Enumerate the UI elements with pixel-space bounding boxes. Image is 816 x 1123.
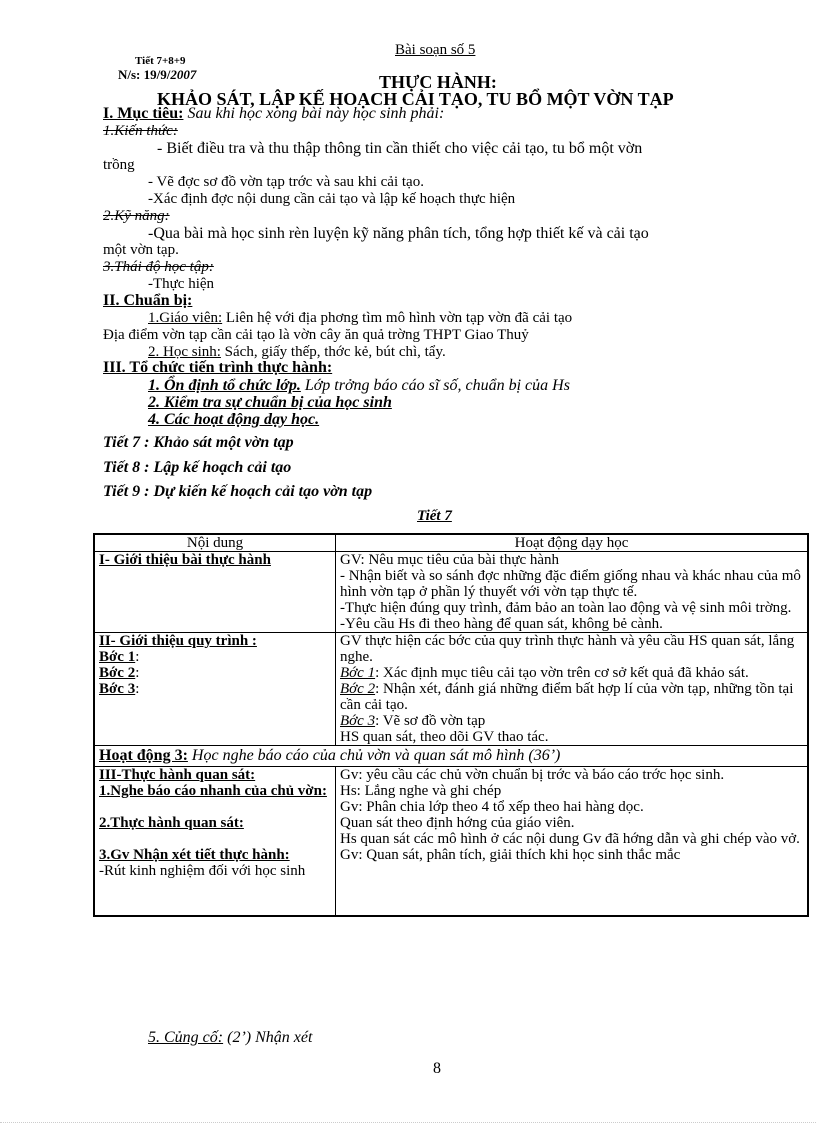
- lesson-number: Bài soạn số 5: [395, 42, 476, 58]
- title-line1: THỰC HÀNH:: [379, 72, 497, 92]
- row4-left-item: 3.Gv Nhận xét tiết thực hành:: [99, 847, 290, 863]
- col-activity-header: Hoạt động dạy học: [336, 534, 809, 552]
- table-row: [94, 767, 808, 917]
- knowledge-heading: 1.Kiến thức:: [103, 123, 178, 139]
- lesson-table: [93, 533, 809, 917]
- row4-right-line: Gv: Quan sát, phân tích, giải thích khi học sinh thắc mắc: [340, 847, 681, 863]
- knowledge-item-1: - Biết điều tra và thu thập thông tin cần thiết cho việc cải tạo, tu bổ một vờn: [157, 140, 643, 157]
- row4-left-item: 1.Nghe báo cáo nhanh của chủ vờn:: [99, 783, 327, 799]
- row4-right-line: Gv: yêu cầu các chủ vờn chuẩn bị trớc và báo cáo trớc học sinh.: [340, 767, 725, 783]
- consolidation-text: (2’) Nhận xét: [223, 1029, 313, 1046]
- date: [118, 67, 196, 83]
- row1-right-line: -Thực hiện đúng quy trình, đảm bảo an toàn lao động và vệ sinh môi trờng.: [340, 600, 792, 616]
- step-text: : Nhận xét, đánh giá những điểm bất hợp lí của vờn tạp, những tồn tại cần cải tạo.: [340, 681, 794, 713]
- row2-right-end: HS quan sát, theo dõi GV thao tác.: [340, 729, 549, 745]
- periods-label: Tiết 7+8+9: [135, 55, 186, 67]
- row2-step-label: Bớc 1: [99, 649, 136, 665]
- skills-heading: 2.Kỹ năng:: [103, 208, 170, 224]
- row1-left: I- Giới thiệu bài thực hành: [99, 552, 271, 568]
- date-prefix: N/s: 19/9/: [118, 67, 171, 82]
- row2-step-label: Bớc 3: [99, 681, 136, 697]
- table-row: II- Giới thiệu quy trình : Bớc 1: Bớc 2: Bớc 3: GV thực hiện các bớc của quy trình thực hành và yêu cầu HS quan sát, lắng nghe. Bớc 1: Xác định mục tiêu cải tạo vờn trên cơ sở kết quả đã khảo sát. Bớc 2: Nhận xét, đánh giá những điểm bất hợp lí của vờn tạp, những tồn tại cần cải tạo. Bớc 3: Vẽ sơ đồ vờn tạp HS quan sát, theo dõi GV thao tác.: [94, 633, 808, 746]
- knowledge-item-3: -Xác định đợc nội dung cần cải tạo và lập kế hoạch thực hiện: [148, 191, 516, 207]
- teacher-prep: [148, 310, 572, 327]
- page-number: 8: [433, 1060, 441, 1077]
- objectives-heading: [103, 105, 444, 123]
- activity3-text: Học nghe báo cáo của chủ vờn và quan sát mô hình (36’): [187, 747, 561, 764]
- row4-left-item: -Rút kinh nghiệm đối với học sinh: [99, 863, 306, 879]
- knowledge-item-2: - Vẽ đợc sơ đồ vờn tạp trớc và sau khi cải tạo.: [148, 174, 424, 190]
- objectives-title: I. Mục tiêu:: [103, 105, 184, 122]
- org-item-2: 2. Kiểm tra sự chuẩn bị của học sinh: [148, 394, 392, 411]
- row4-left-title: III-Thực hành quan sát:: [99, 767, 256, 783]
- consolidation-label: 5. Củng cố:: [148, 1029, 224, 1046]
- table-row: [94, 552, 808, 633]
- skill-item-1: -Qua bài mà học sinh rèn luyện kỹ năng phân tích, tổng hợp thiết kế và cải tạo: [148, 225, 649, 242]
- title-line2: KHẢO SÁT, LẬP KẾ HOẠCH CẢI TẠO, TU BỔ MỘT VỜN TẠP: [157, 89, 674, 109]
- period-9: Tiết 9 : Dự kiến kế hoạch cải tạo vờn tạp: [103, 483, 373, 500]
- period-heading: Tiết 7: [417, 508, 452, 524]
- attitude-heading: 3.Thái độ học tập:: [103, 259, 214, 275]
- row2-step-label: Bớc 2: [99, 665, 136, 681]
- attitude-item-1: -Thực hiện: [148, 276, 215, 292]
- organization-heading: III. Tổ chức tiến trình thực hành:: [103, 359, 333, 376]
- row4-right-line: Quan sát theo định hớng của giáo viên.: [340, 815, 575, 831]
- col-content-header: Nội dung: [94, 534, 336, 552]
- student-label: 2. Học sinh:: [148, 344, 221, 360]
- row4-right-line: Gv: Phân chia lớp theo 4 tổ xếp theo hai hàng dọc.: [340, 799, 644, 815]
- row4-left-item: 2.Thực hành quan sát:: [99, 815, 244, 831]
- preparation-heading: II. Chuẩn bị:: [103, 292, 193, 309]
- location-text: Địa điểm vờn tạp cần cải tạo là vờn cây ăn quả trờng THPT Giao Thuỷ: [103, 327, 529, 343]
- period-8: Tiết 8 : Lập kế hoạch cải tạo: [103, 459, 292, 476]
- row1-right-line: GV: Nêu mục tiêu của bài thực hành: [340, 552, 560, 568]
- step-label: Bớc 1: [340, 665, 376, 681]
- step-label: Bớc 3: [340, 713, 376, 729]
- objectives-intro: Sau khi học xong bài này học sinh phải:: [187, 105, 445, 122]
- teacher-text: Liên hệ với địa phơng tìm mô hình vờn tạp vờn đã cải tạo: [222, 310, 573, 326]
- org-item-1-text: Lớp trởng báo cáo sĩ số, chuẩn bị của Hs: [300, 377, 570, 394]
- row4-right-line: Hs: Lắng nghe và ghi chép: [340, 783, 502, 799]
- table-header-row: [94, 534, 808, 552]
- row1-right-line: - Nhận biết và so sánh đợc những đặc điểm giống nhau và khác nhau của mô hình vờn tạp ở phần lý thuyết với vờn tạp thực tế.: [340, 568, 801, 600]
- student-text: Sách, giấy thếp, thớc kẻ, bút chì, tẩy.: [220, 344, 446, 360]
- row2-left-title: II- Giới thiệu quy trình :: [99, 633, 257, 649]
- knowledge-item-1-cont: trồng: [103, 157, 135, 173]
- org-item-4: 4. Các hoạt động dạy học.: [148, 411, 320, 428]
- org-item-1-label: 1. Ổn định tổ chức lớp.: [148, 377, 301, 394]
- step-label: Bớc 2: [340, 681, 376, 697]
- row2-right-intro: GV thực hiện các bớc của quy trình thực hành và yêu cầu HS quan sát, lắng nghe.: [340, 633, 795, 665]
- consolidation: [148, 1029, 312, 1047]
- teacher-label: 1.Giáo viên:: [148, 310, 223, 326]
- row1-right-line: -Yêu cầu Hs đi theo hàng để quan sát, không bẻ cành.: [340, 616, 663, 632]
- activity3-label: Hoạt động 3:: [99, 747, 188, 764]
- skill-item-1-cont: một vờn tạp.: [103, 242, 179, 258]
- step-text: : Vẽ sơ đồ vờn tạp: [375, 713, 486, 729]
- date-year: 2007: [170, 67, 197, 82]
- step-text: : Xác định mục tiêu cải tạo vờn trên cơ sở kết quả đã khảo sát.: [375, 665, 749, 681]
- row4-right-line: Hs quan sát các mô hình ở các nội dung Gv đã hớng dẫn và ghi chép vào vở.: [340, 831, 800, 847]
- org-item-1: [148, 377, 570, 395]
- table-row: [94, 746, 808, 767]
- period-7: Tiết 7 : Khảo sát một vờn tạp: [103, 434, 294, 451]
